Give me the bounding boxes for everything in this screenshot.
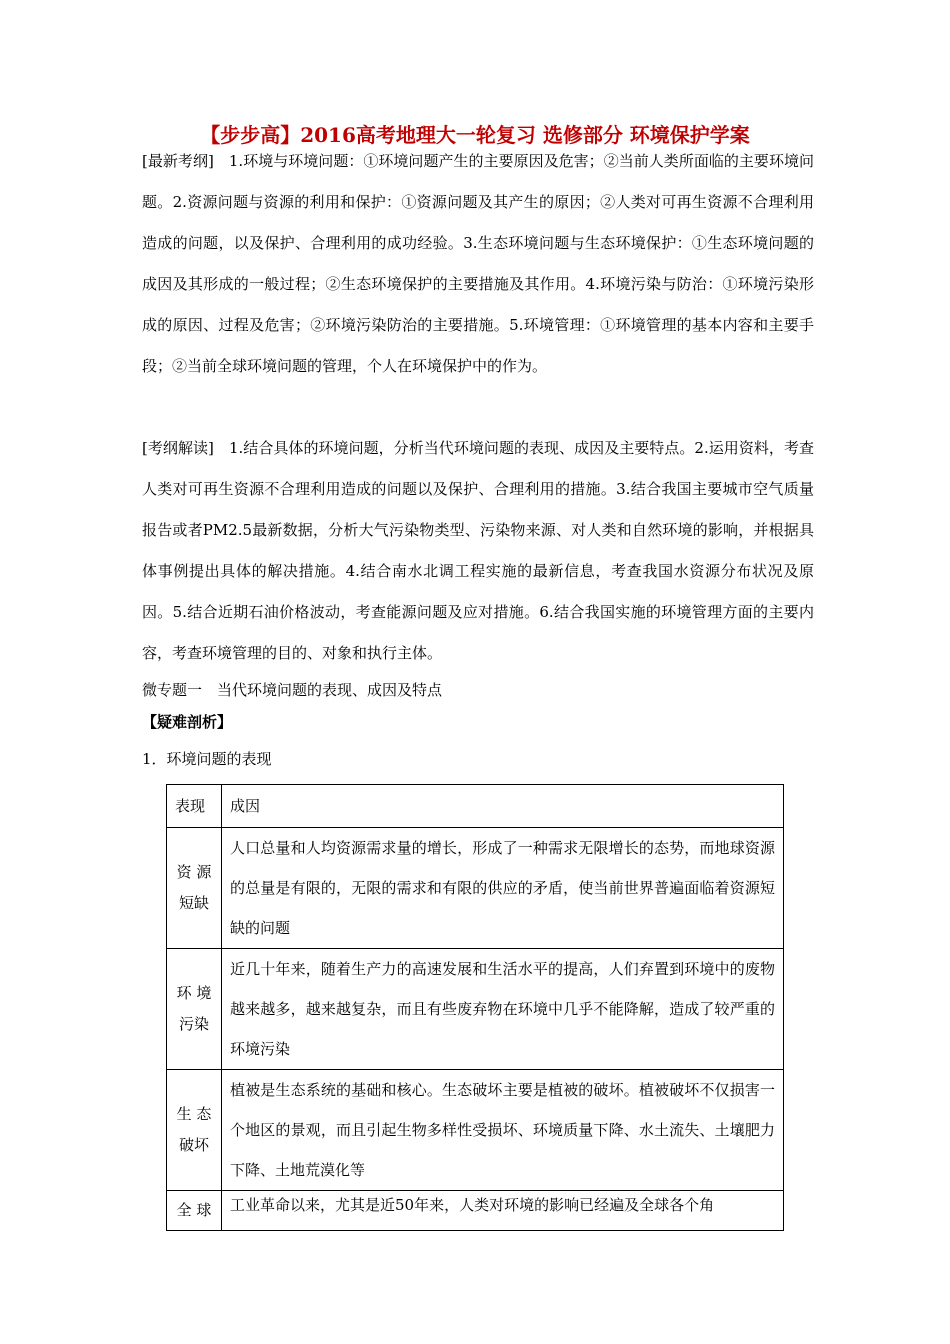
row-label-cell (167, 1191, 222, 1231)
row-label-line: 短缺 (178, 894, 209, 912)
row-label-cell (167, 828, 222, 949)
section-subheading: 1．环境问题的表现 (142, 750, 272, 768)
header-cell-cause: 成因 (222, 785, 784, 828)
table-header-row (167, 785, 784, 828)
row-label-line: 资 源 (176, 863, 212, 881)
header-cell-manifestation: 表现 (167, 785, 222, 828)
row-label-line: 环 境 (176, 984, 212, 1002)
micro-topic-heading: 微专题一 当代环境问题的表现、成因及特点 (142, 681, 443, 699)
row-label-line: 生 态 (176, 1105, 212, 1123)
table-row (167, 1070, 784, 1191)
table-row (167, 1191, 784, 1231)
row-label-line: 全 球 (176, 1201, 212, 1219)
row-label-line: 污染 (178, 1015, 209, 1033)
row-label-cell (167, 949, 222, 1070)
row-cause-cell: 人口总量和人均资源需求量的增长，形成了一种需求无限增长的态势，而地球资源的总量是有限的，无限的需求和有限的供应的矛盾，使当前世界普遍面临着资源短缺的问题 (222, 828, 784, 949)
row-label-cell (167, 1070, 222, 1191)
table-row (167, 949, 784, 1070)
document-title: 【步步高】2016高考地理大一轮复习 选修部分 环境保护学案 (200, 123, 750, 147)
table-row (167, 828, 784, 949)
row-cause-cell: 植被是生态系统的基础和核心。生态破坏主要是植被的破坏。植被破坏不仅损害一个地区的景观，而且引起生物多样性受损坏、环境质量下降、水土流失、土壤肥力下降、土地荒漠化等 (222, 1070, 784, 1191)
latest-outline-paragraph: [最新考纲] 1.环境与环境问题：①环境问题产生的主要原因及危害；②当前人类所面临的主要环境问题。2.资源问题与资源的利用和保护：①资源问题及其产生的原因；②人类对可再生资源不合理利用造成的问题，以及保护、合理利用的成功经验。3.生态环境问题与生态环境保护：①生态环境问题的成因及其形成的一般过程；②生态环境保护的主要措施及其作用。4.环境污染与防治：①环境污染形成的原因、过程及危害；②环境污染防治的主要措施。5.环境管理：①环境管理的基本内容和主要手段；②当前全球环境问题的管理，个人在环境保护中的作为。 (142, 152, 814, 375)
environment-problems-table (166, 784, 784, 1231)
difficulty-heading: 【疑难剖析】 (142, 713, 233, 731)
outline-reading-paragraph: [考纲解读] 1.结合具体的环境问题，分析当代环境问题的表现、成因及主要特点。2.运用资料，考查人类对可再生资源不合理利用造成的问题以及保护、合理利用的措施。3.结合我国主要城市空气质量报告或者PM2.5最新数据，分析大气污染物类型、污染物来源、对人类和自然环境的影响，并根据具体事例提出具体的解决措施。4.结合南水北调工程实施的最新信息，考查我国水资源分布状况及原因。5.结合近期石油价格波动，考查能源问题及应对措施。6.结合我国实施的环境管理方面的主要内容，考查环境管理的目的、对象和执行主体。 (142, 439, 814, 662)
row-label-line: 破坏 (178, 1136, 209, 1154)
row-cause-cell: 工业革命以来，尤其是近50年来，人类对环境的影响已经遍及全球各个角 (222, 1191, 784, 1231)
row-cause-cell: 近几十年来，随着生产力的高速发展和生活水平的提高，人们弃置到环境中的废物越来越多，越来越复杂，而且有些废弃物在环境中几乎不能降解，造成了较严重的环境污染 (222, 949, 784, 1070)
